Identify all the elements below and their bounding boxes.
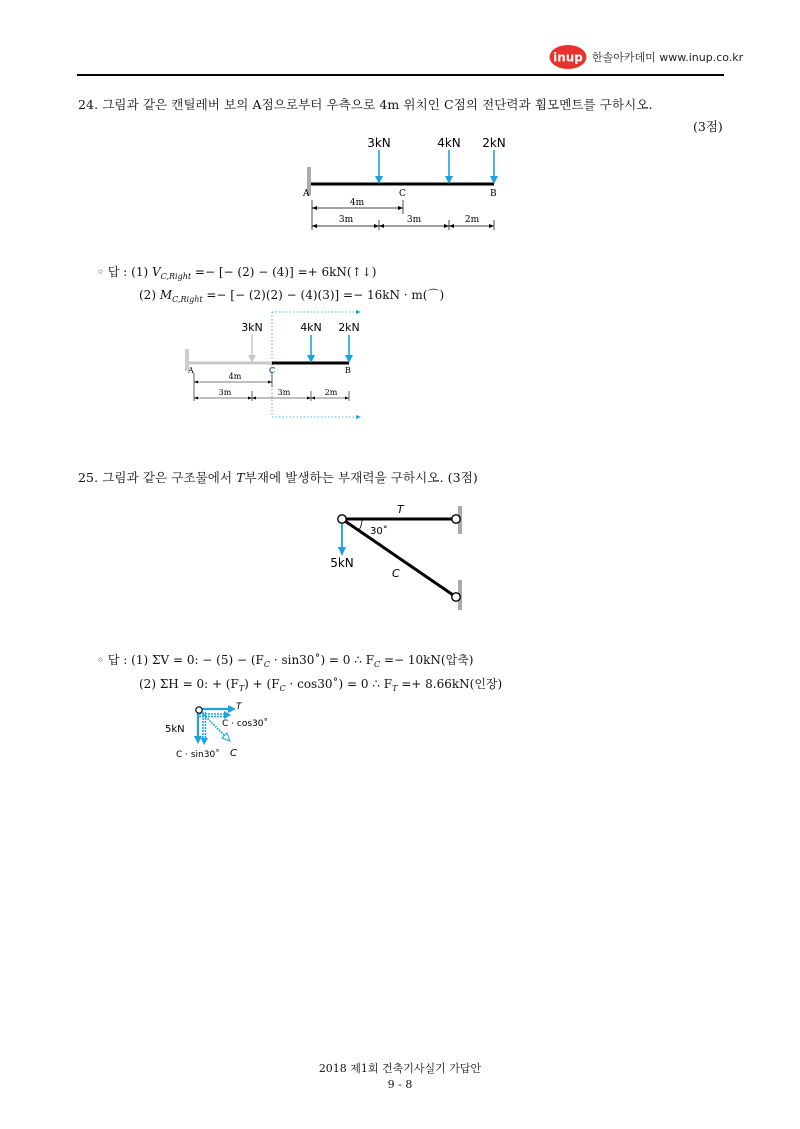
point-a-label: A [188, 366, 194, 375]
load-label-3kn: 3kN [367, 136, 391, 150]
load-label-2kn: 2kN [482, 136, 506, 150]
joint [196, 707, 202, 713]
load-label-4kn: 4kN [437, 136, 461, 150]
q24-freebody-figure [180, 305, 380, 445]
q24-title: 24. 그림과 같은 캔틸레버 보의 A점으로부터 우측으로 4m 위치인 C점의 전단력과 휨모멘트를 구하시오. [78, 97, 653, 112]
member-t-label: T [397, 503, 404, 516]
footer-title: 2018 제1회 건축기사실기 가답안 [318, 1062, 482, 1075]
dim-4m: 4m [349, 198, 365, 208]
dim-3m-b: 3m [277, 388, 291, 397]
joint-left [338, 515, 346, 523]
q25-title: 25. 그림과 같은 구조물에서 T부재에 발생하는 부재력을 구하시오. (3점) [78, 470, 478, 485]
load-label-2kn: 2kN [338, 321, 360, 334]
load-arrow-2kn [490, 150, 498, 184]
joint-top-right [452, 515, 460, 523]
footer-page-number: 9 - 8 [387, 1078, 413, 1091]
label-t: T [236, 702, 242, 712]
load-label-3kn: 3kN [241, 321, 263, 334]
q24-answer-line1: ◦ 답 : (1) $V_{C,Right}$ =− [− (2) − (4)] =+ 6kN(↑↓) [97, 265, 377, 281]
joint-bottom-right [452, 593, 460, 601]
load-arrow-4kn [445, 150, 453, 184]
q25-truss-figure [325, 500, 475, 620]
point-c-label: C [269, 366, 276, 375]
load-arrow-2kn [345, 335, 353, 363]
load-label-4kn: 4kN [300, 321, 322, 334]
load-arrow-3kn [375, 150, 383, 184]
point-b-label: B [490, 189, 497, 199]
header-site-text[interactable]: 한솔아카데미 www.inup.co.kr [592, 51, 744, 64]
angle-arc [359, 519, 362, 530]
dim-3m-b: 3m [406, 215, 422, 225]
point-a-label: A [303, 189, 310, 199]
point-c-label: C [399, 189, 406, 199]
q24-answer-line2: (2) $M_{C,Right}$ =− [− (2)(2) − (4)(3)] =− 16kN · m(⌒) [139, 288, 445, 304]
load-label-5kn: 5kN [330, 556, 354, 570]
dim-3m-a: 3m [218, 388, 232, 397]
angle-label: 30˚ [370, 526, 388, 537]
label-5kn: 5kN [165, 724, 185, 735]
load-arrow-5kn [338, 524, 346, 556]
dim-2m: 2m [464, 215, 480, 225]
svg-text:inup: inup [553, 50, 583, 65]
q25-answer-line2: (2) ΣH = 0: + $(F_T) + (F_C$ · cos30˚) = 0 ∴ $F_T =+ 8.66kN$(인장) [139, 677, 503, 693]
member-c-label: C [392, 567, 400, 580]
header-rule [77, 74, 724, 76]
point-b-label: B [345, 366, 351, 375]
q25-answer-line1: ◦ 답 : (1) ΣV = 0: − $(5) - (F_C$ · sin30˚) = 0 ∴ $F_C =- 10kN$(압축) [97, 653, 474, 669]
dim-3m-a: 3m [338, 215, 354, 225]
member-c [342, 519, 456, 597]
label-ccos: C · cos30˚ [222, 719, 268, 729]
label-c: C [230, 748, 237, 759]
load-arrow-4kn [307, 335, 315, 363]
q25-force-decomposition [160, 698, 290, 764]
label-csin: C · sin30˚ [176, 750, 220, 760]
q24-points: (3점) [693, 119, 723, 134]
load-arrow-3kn-ghost [248, 335, 256, 363]
inup-logo [549, 44, 587, 70]
force-t-arrow [199, 705, 236, 713]
q24-beam-figure [290, 130, 510, 240]
dim-2m: 2m [324, 388, 338, 397]
dim-4m: 4m [228, 372, 242, 381]
